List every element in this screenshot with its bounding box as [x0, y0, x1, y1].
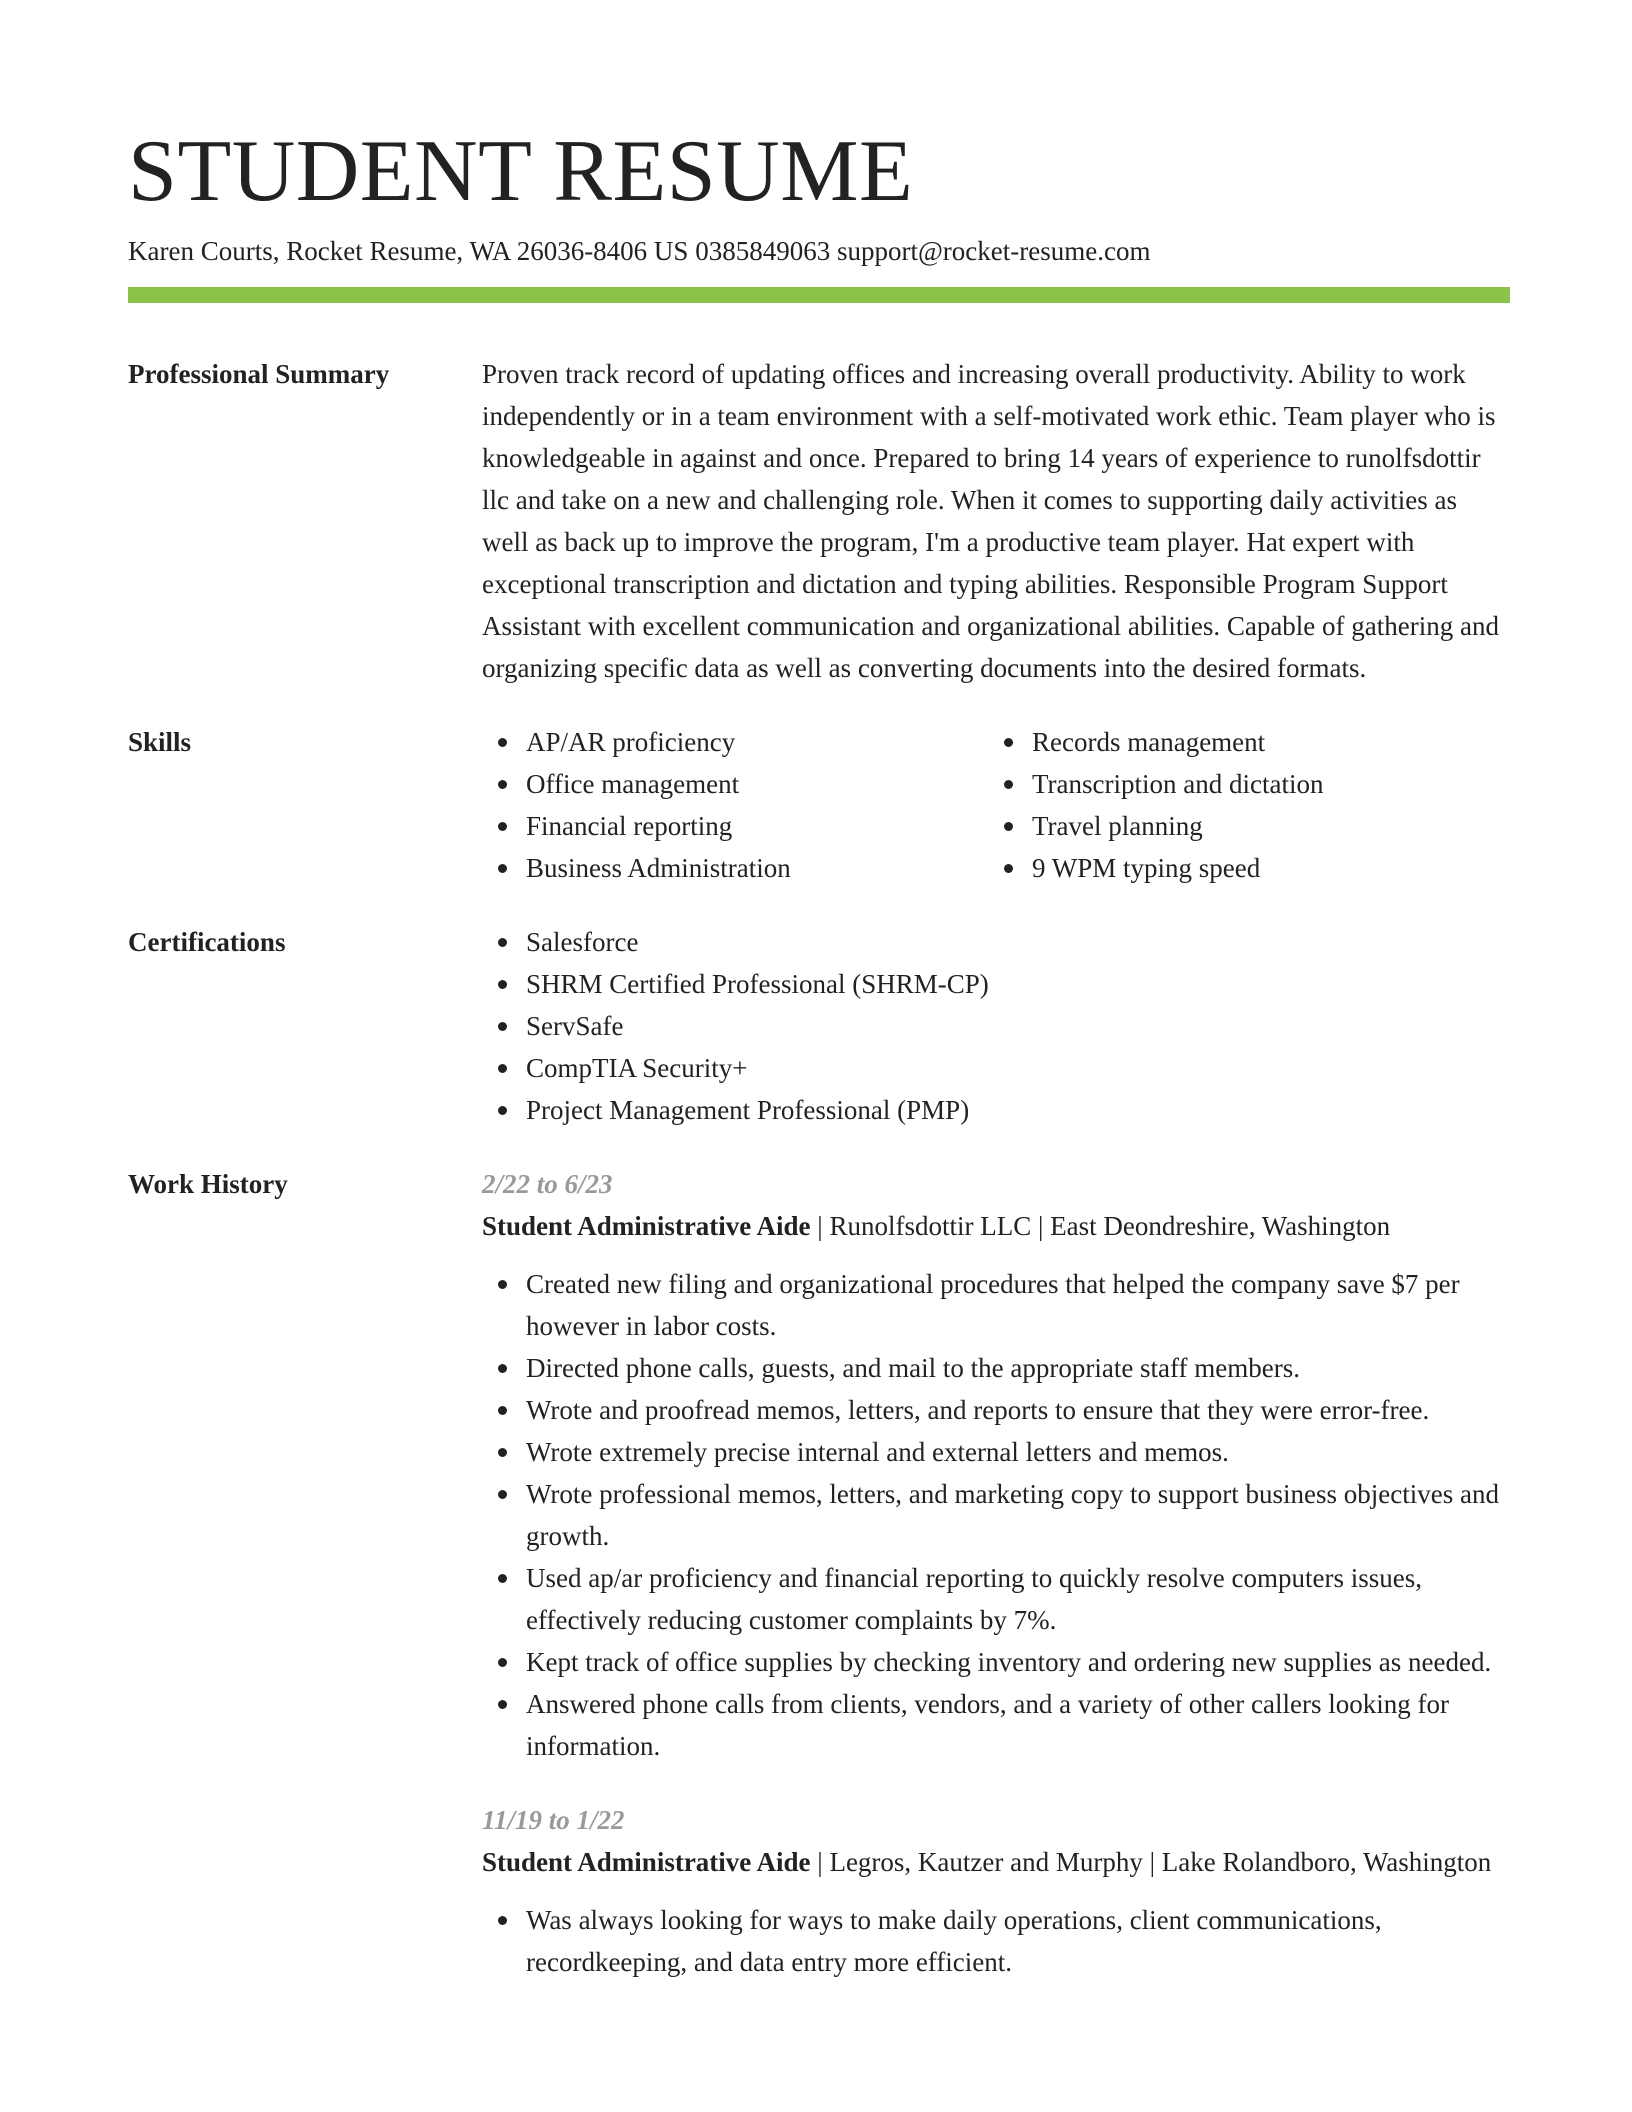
job-title: Student Administrative Aide: [482, 1211, 811, 1241]
job-heading: [482, 1841, 1510, 1883]
summary-label: Professional Summary: [128, 359, 390, 389]
resume-title: STUDENT RESUME: [128, 123, 914, 220]
job-bullet: Wrote and proofread memos, letters, and reports to ensure that they were error-free.: [526, 1389, 1510, 1431]
job-date: 11/19 to 1/22: [482, 1805, 625, 1835]
skills-list-right: [988, 721, 1494, 889]
skills-section: [128, 721, 1510, 889]
job-bullets: [482, 1899, 1510, 1983]
certification-item: ServSafe: [526, 1005, 1510, 1047]
work-history-label: Work History: [128, 1169, 288, 1199]
summary-text: Proven track record of updating offices and increasing overall productivity. Ability to work independently or in a team environment with a self-motivated work ethic. Team player who is knowledgeable in against and once. Prepared to bring 14 years of experience to runolfsdottir llc and take on a new and challenging role. When it comes to supporting daily activities as well as back up to improve the program, I'm a productive team player. Hat expert with exceptional transcription and dictation and typing abilities. Responsible Program Support Assistant with excellent communication and organizational abilities. Capable of gathering and organizing specific data as well as converting documents into the desired formats.: [482, 359, 1499, 683]
certification-item: SHRM Certified Professional (SHRM-CP): [526, 963, 1510, 1005]
certification-item: CompTIA Security+: [526, 1047, 1510, 1089]
skills-list-left: [482, 721, 988, 889]
skill-item: Transcription and dictation: [1032, 763, 1494, 805]
job-entry: [482, 1799, 1510, 1983]
skill-item: Travel planning: [1032, 805, 1494, 847]
skill-item: Business Administration: [526, 847, 988, 889]
job-date: 2/22 to 6/23: [482, 1169, 613, 1199]
summary-section: [128, 353, 1510, 689]
job-heading: [482, 1205, 1510, 1247]
job-bullet: Used ap/ar proficiency and financial reporting to quickly resolve computers issues, effectively reducing customer complaints by 7%.: [526, 1557, 1510, 1641]
job-details: | Runolfsdottir LLC | East Deondreshire, Washington: [810, 1211, 1391, 1241]
job-bullet: Directed phone calls, guests, and mail to the appropriate staff members.: [526, 1347, 1510, 1389]
job-details: | Legros, Kautzer and Murphy | Lake Rolandboro, Washington: [810, 1847, 1492, 1877]
skill-item: Records management: [1032, 721, 1494, 763]
skill-item: Financial reporting: [526, 805, 988, 847]
skill-item: Office management: [526, 763, 988, 805]
skill-item: AP/AR proficiency: [526, 721, 988, 763]
skill-item: 9 WPM typing speed: [1032, 847, 1494, 889]
job-bullet: Wrote professional memos, letters, and marketing copy to support business objectives and growth.: [526, 1473, 1510, 1557]
certifications-section: [128, 921, 1510, 1131]
header-accent-rule: [128, 287, 1510, 303]
certification-item: Project Management Professional (PMP): [526, 1089, 1510, 1131]
skills-label: Skills: [128, 727, 192, 757]
job-bullet: Created new filing and organizational procedures that helped the company save $7 per however in labor costs.: [526, 1263, 1510, 1347]
job-title: Student Administrative Aide: [482, 1847, 811, 1877]
certifications-list: [482, 921, 1510, 1131]
job-bullet: Wrote extremely precise internal and external letters and memos.: [526, 1431, 1510, 1473]
job-bullets: [482, 1263, 1510, 1767]
job-bullet: Kept track of office supplies by checking inventory and ordering new supplies as needed.: [526, 1641, 1510, 1683]
certification-item: Salesforce: [526, 921, 1510, 963]
contact-info: Karen Courts, Rocket Resume, WA 26036-8406 US 0385849063 support@rocket-resume.com: [128, 236, 1151, 266]
work-history-section: [128, 1163, 1510, 1983]
job-entry: [482, 1163, 1510, 1767]
job-bullet: Answered phone calls from clients, vendors, and a variety of other callers looking for information.: [526, 1683, 1510, 1767]
resume-page: [128, 0, 1510, 1983]
job-bullet: Was always looking for ways to make daily operations, client communications, recordkeeping, and data entry more efficient.: [526, 1899, 1510, 1983]
certifications-label: Certifications: [128, 927, 286, 957]
